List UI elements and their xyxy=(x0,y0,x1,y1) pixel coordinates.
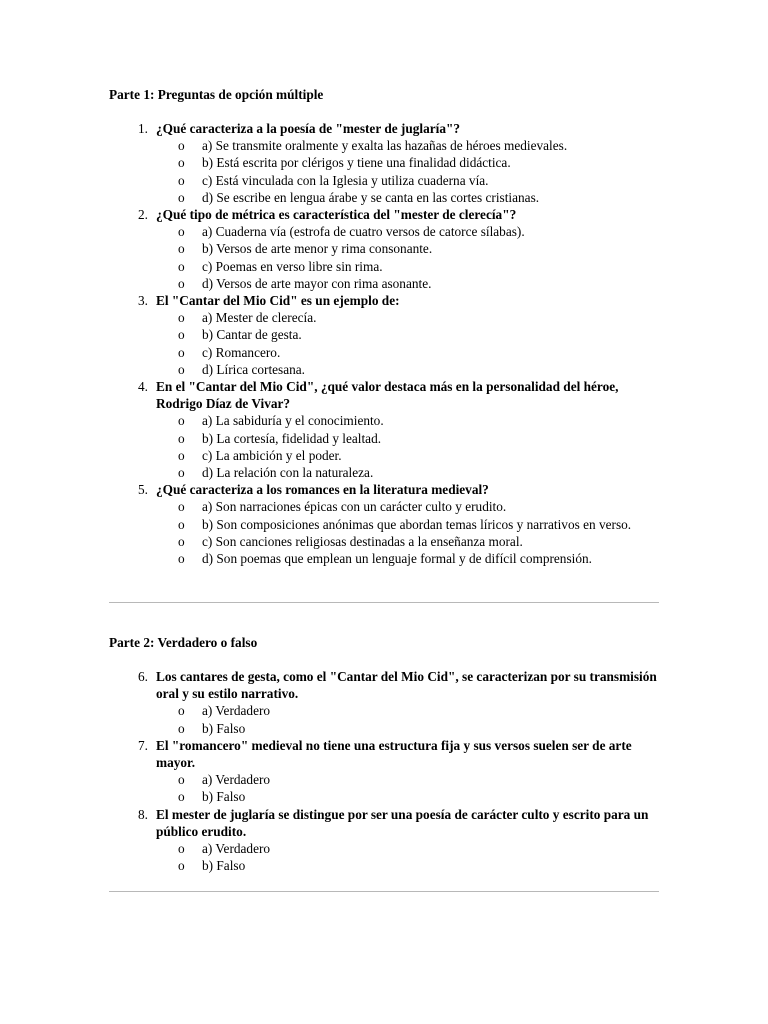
answer-option xyxy=(156,550,659,567)
bullet-icon: o xyxy=(178,138,185,154)
option-text: a) Verdadero xyxy=(202,841,271,857)
bullet-icon: o xyxy=(178,858,185,874)
question-number: 4. xyxy=(138,379,148,395)
bullet-icon: o xyxy=(178,258,185,274)
answer-option xyxy=(156,412,659,429)
option-text: a) Mester de clerecía. xyxy=(202,310,317,326)
part1-heading: Parte 1: Preguntas de opción múltiple xyxy=(109,87,324,102)
answer-option xyxy=(156,154,659,171)
bullet-icon: o xyxy=(178,703,185,719)
option-list xyxy=(156,498,659,567)
question-item xyxy=(109,737,659,806)
option-text: c) La ambición y el poder. xyxy=(202,447,342,463)
bullet-icon: o xyxy=(178,310,185,326)
question-number: 5. xyxy=(138,482,148,498)
option-text: b) Falso xyxy=(202,858,246,874)
option-list xyxy=(156,412,659,481)
question-number: 3. xyxy=(138,293,148,309)
question-item xyxy=(109,481,659,567)
option-text: d) Lírica cortesana. xyxy=(202,361,305,377)
option-list xyxy=(156,309,659,378)
option-text: c) Poemas en verso libre sin rima. xyxy=(202,258,383,274)
question-item xyxy=(109,806,659,875)
option-list xyxy=(156,702,659,736)
answer-option xyxy=(156,840,659,857)
option-text: a) Verdadero xyxy=(202,703,271,719)
bullet-icon: o xyxy=(178,172,185,188)
option-text: a) Verdadero xyxy=(202,772,271,788)
section-divider xyxy=(109,891,659,892)
part2-section xyxy=(109,634,659,874)
question-number: 1. xyxy=(138,121,148,136)
bullet-icon: o xyxy=(178,361,185,377)
option-list xyxy=(156,223,659,292)
question-item xyxy=(109,292,659,378)
question-item xyxy=(109,378,659,481)
option-text: b) La cortesía, fidelidad y lealtad. xyxy=(202,430,382,446)
answer-option xyxy=(156,172,659,189)
answer-option xyxy=(156,788,659,805)
answer-option xyxy=(156,189,659,206)
answer-option xyxy=(156,258,659,275)
question-text: El mester de juglaría se distingue por ser una poesía de carácter culto y escrito para un público erudito. xyxy=(156,806,649,839)
bullet-icon: o xyxy=(178,413,185,429)
bullet-icon: o xyxy=(178,241,185,257)
answer-option xyxy=(156,275,659,292)
bullet-icon: o xyxy=(178,224,185,240)
option-text: b) Falso xyxy=(202,789,246,805)
section-divider xyxy=(109,602,659,603)
bullet-icon: o xyxy=(178,516,185,532)
bullet-icon: o xyxy=(178,789,185,805)
question-text: ¿Qué tipo de métrica es característica del "mester de clerecía"? xyxy=(156,207,517,223)
answer-option xyxy=(156,533,659,550)
option-list xyxy=(156,137,659,206)
option-text: c) Romancero. xyxy=(202,344,281,360)
option-text: d) Son poemas que emplean un lenguaje formal y de difícil comprensión. xyxy=(202,551,592,567)
option-text: b) Está escrita por clérigos y tiene una finalidad didáctica. xyxy=(202,155,511,171)
answer-option xyxy=(156,516,659,533)
answer-option xyxy=(156,464,659,481)
question-text: El "romancero" medieval no tiene una estructura fija y sus versos suelen ser de arte mayor. xyxy=(156,737,632,771)
answer-option xyxy=(156,498,659,515)
answer-option xyxy=(156,447,659,464)
bullet-icon: o xyxy=(178,447,185,463)
question-text: El "Cantar del Mio Cid" es un ejemplo de: xyxy=(156,293,400,309)
option-text: d) Versos de arte mayor con rima asonante. xyxy=(202,275,432,291)
question-text: ¿Qué caracteriza a la poesía de "mester de juglaría"? xyxy=(156,121,461,136)
option-list xyxy=(156,771,659,805)
bullet-icon: o xyxy=(178,155,185,171)
option-list xyxy=(156,840,659,874)
answer-option xyxy=(156,240,659,257)
bullet-icon: o xyxy=(178,772,185,788)
option-text: c) Son canciones religiosas destinadas a la enseñanza moral. xyxy=(202,533,523,549)
answer-option xyxy=(156,361,659,378)
option-text: b) Son composiciones anónimas que abordan temas líricos y narrativos en verso. xyxy=(202,516,632,532)
question-item xyxy=(109,668,659,737)
option-text: c) Está vinculada con la Iglesia y utiliza cuaderna vía. xyxy=(202,172,489,188)
question-text: Los cantares de gesta, como el "Cantar del Mio Cid", se caracterizan por su transmisión oral y su estilo narrativo. xyxy=(156,669,657,702)
part2-heading: Parte 2: Verdadero o falso xyxy=(109,635,258,650)
option-text: d) La relación con la naturaleza. xyxy=(202,465,374,481)
bullet-icon: o xyxy=(178,551,185,567)
answer-option xyxy=(156,702,659,719)
bullet-icon: o xyxy=(178,720,185,736)
question-number: 7. xyxy=(138,737,148,753)
answer-option xyxy=(156,720,659,737)
question-item xyxy=(109,120,659,206)
option-text: b) Versos de arte menor y rima consonante. xyxy=(202,241,433,257)
answer-option xyxy=(156,344,659,361)
option-text: d) Se escribe en lengua árabe y se canta en las cortes cristianas. xyxy=(202,189,540,205)
answer-option xyxy=(156,771,659,788)
question-number: 2. xyxy=(138,207,148,223)
part2-question-list xyxy=(109,668,659,874)
option-text: b) Cantar de gesta. xyxy=(202,327,302,343)
answer-option xyxy=(156,430,659,447)
answer-option xyxy=(156,309,659,326)
option-text: a) Cuaderna vía (estrofa de cuatro versos de catorce sílabas). xyxy=(202,224,525,240)
bullet-icon: o xyxy=(178,533,185,549)
option-text: b) Falso xyxy=(202,720,246,736)
bullet-icon: o xyxy=(178,189,185,205)
answer-option xyxy=(156,857,659,874)
question-number: 6. xyxy=(138,669,148,684)
bullet-icon: o xyxy=(178,275,185,291)
bullet-icon: o xyxy=(178,499,185,515)
question-text: En el "Cantar del Mio Cid", ¿qué valor destaca más en la personalidad del héroe, Rodrigo Díaz de Vivar? xyxy=(156,379,619,412)
option-text: a) Se transmite oralmente y exalta las hazañas de héroes medievales. xyxy=(202,138,568,154)
answer-option xyxy=(156,326,659,343)
part1-question-list xyxy=(109,120,659,567)
question-text: ¿Qué caracteriza a los romances en la literatura medieval? xyxy=(156,482,489,498)
bullet-icon: o xyxy=(178,344,185,360)
answer-option xyxy=(156,137,659,154)
bullet-icon: o xyxy=(178,430,185,446)
option-text: a) Son narraciones épicas con un carácter culto y erudito. xyxy=(202,499,507,515)
bullet-icon: o xyxy=(178,841,185,857)
bullet-icon: o xyxy=(178,465,185,481)
part1-section xyxy=(109,86,659,567)
option-text: a) La sabiduría y el conocimiento. xyxy=(202,413,384,429)
question-item xyxy=(109,206,659,292)
bullet-icon: o xyxy=(178,327,185,343)
answer-option xyxy=(156,223,659,240)
question-number: 8. xyxy=(138,806,148,822)
